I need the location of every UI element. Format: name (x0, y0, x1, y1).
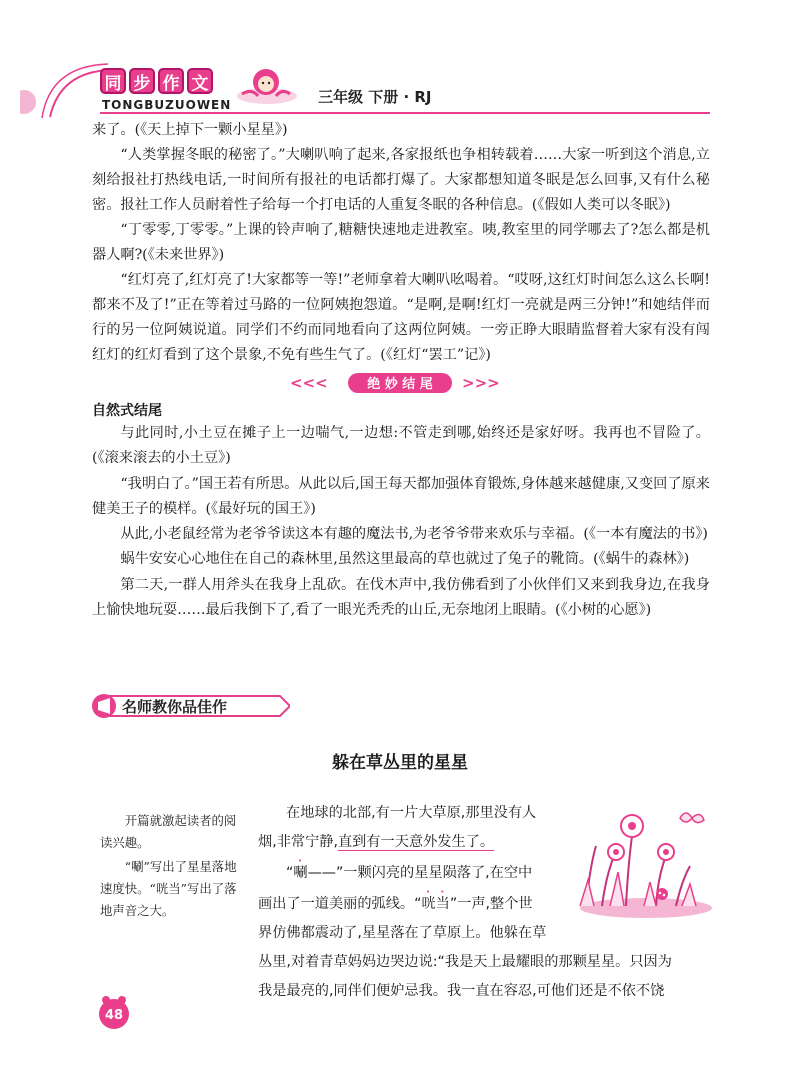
ending-banner (0, 371, 800, 395)
underlined-text: 直到有一天意外发生了。 (337, 834, 495, 850)
page-number-badge (96, 994, 132, 1030)
flower-grass-illustration-icon (566, 796, 716, 922)
ending-banner-graphic (290, 371, 510, 395)
intro-paragraphs (92, 118, 710, 368)
paragraph: 与此同时,小土豆在摊子上一边喘气,一边想:不管走到哪,始终还是家好呀。我再也不冒险了。(《滚来滚去的小土豆》) (92, 425, 710, 467)
essay-text: ——”一颗闪亮的星星陨落了,在空中 (307, 865, 533, 881)
logo-char: 步 (129, 68, 155, 94)
logo-char: 文 (187, 68, 213, 94)
grade-label: 三年级 下册 · RJ (318, 88, 432, 106)
essay-line: 界仿佛都震动了,星星落在了草原上。他躲在草 (258, 925, 547, 941)
side-note: 开篇就激起读者的阅读兴趣。 (100, 813, 237, 850)
paragraph: 蜗牛安安心心地住在自己的森林里,虽然这里最高的草也就过了兔子的靴筒。(《蜗牛的森林》) (120, 551, 690, 568)
page-header (0, 0, 800, 120)
section-title: 自然式结尾 (92, 403, 162, 419)
essay-text: 画出了一道美丽的弧线。“ (258, 896, 422, 912)
logo-char: 同 (100, 68, 126, 94)
essay-text: “ (286, 865, 294, 881)
paragraph: “我明白了。”国王若有所思。从此以后,国王每天都加强体育锻炼,身体越来越健康,又变回了原来健美王子的模样。(《最好玩的国王》) (92, 475, 710, 517)
ending-banner-title: 绝 妙 结 尾 (367, 377, 433, 392)
essay-title: 躲在草丛里的星星 (332, 753, 468, 773)
paragraph: 从此,小老鼠经常为老爷爷读这本有趣的魔法书,为老爷爷带来欢乐与幸福。(《一本有魔法的书》) (120, 526, 708, 543)
paragraph: 来了。(《天上掉下一颗小星星》) (92, 122, 288, 138)
essay-text: 烟,非常宁静, (258, 834, 338, 850)
ending-paragraphs (92, 421, 710, 623)
paragraph: 第二天,一群人用斧头在我身上乱砍。在伐木声中,我仿佛看到了小伙伴们又来到我身边,在我身上愉快地玩耍……最后我倒下了,看了一眼光秃秃的山丘,无奈地闭上眼睛。(《小树的心愿》) (92, 576, 710, 619)
essay-line: 在地球的北部,有一片大草原,那里没有人 (286, 805, 537, 821)
side-notes (100, 810, 240, 924)
logo-char: 作 (158, 68, 184, 94)
essay-text: ”一声,整个世 (449, 896, 533, 912)
side-note: “唰”写出了星星落地速度快。“咣当”写出了落地声音之大。 (100, 859, 237, 918)
emphasis-text: 咣当 (421, 896, 450, 912)
logo-pinyin: TONGBUZUOWEN (102, 98, 232, 112)
paragraph: “人类掌握冬眠的秘密了。”大喇叭响了起来,各家报纸也争相转载着……大家一听到这个消息,立刻给报社打热线电话,一时间所有报社的电话都打爆了。大家都想知道冬眠是怎么回事,又有什么秘密。报社工作人员耐着性子给每一个打电话的人重复冬眠的各种信息。(《假如人类可以冬眠》) (92, 147, 710, 213)
essay-line: 我是最亮的,同伴们便妒忌我。我一直在容忍,可他们还是不依不饶 (258, 983, 665, 999)
arrows-right: >>> (462, 374, 500, 392)
paragraph: “红灯亮了,红灯亮了!大家都等一等!”老师拿着大喇叭吆喝着。“哎呀,这红灯时间怎么这么长啊!都来不及了!”正在等着过马路的一位阿姨抱怨道。“是啊,是啊!红灯一亮就是两三分钟!”和她结伴而行的另一位阿姨说道。同学们不约而同地看向了这两位阿姨。一旁正睁大眼睛监督着大家有没有闯红灯的红灯看到了这个景象,不免有些生气了。(《红灯“罢工”记》) (92, 272, 710, 363)
teacher-banner (90, 690, 290, 726)
teacher-banner-label: 名师教你品佳作 (122, 698, 228, 716)
emphasis-text: 唰 (293, 865, 308, 881)
teacher-banner-graphic (90, 690, 290, 722)
girl-mascot-icon (232, 60, 302, 112)
paragraph: “丁零零,丁零零。”上课的铃声响了,糖糖快速地走进教室。咦,教室里的同学哪去了?怎么都是机器人啊?(《未来世界》) (92, 222, 710, 263)
header-divider (100, 112, 710, 114)
essay-line: 丛里,对着青草妈妈边哭边说:“我是天上最耀眼的那颗星星。只因为 (258, 954, 672, 970)
page-number: 48 (104, 1008, 124, 1023)
logo (100, 68, 216, 94)
arrows-left: <<< (290, 374, 328, 392)
